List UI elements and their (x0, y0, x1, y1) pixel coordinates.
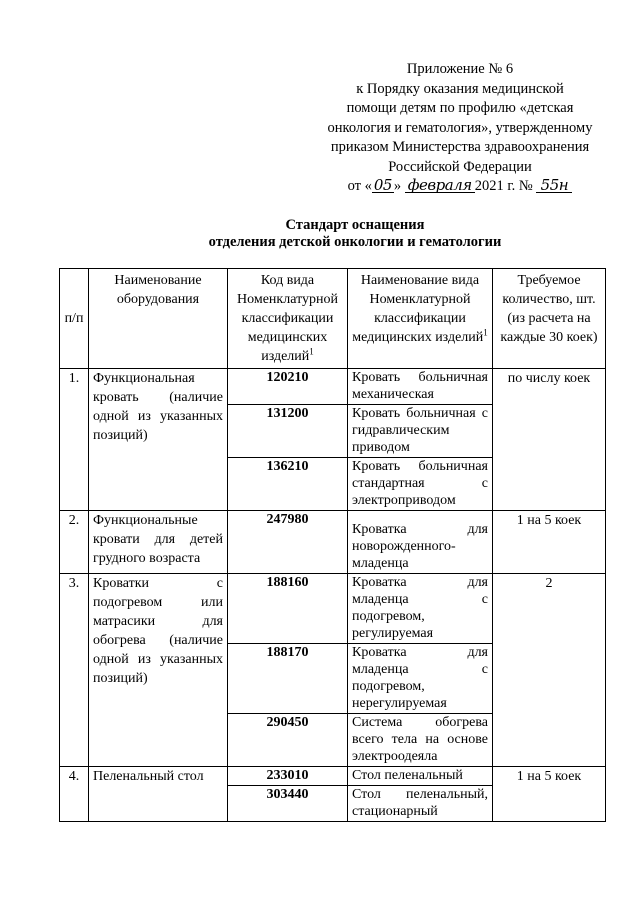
row-number: 1. (60, 369, 89, 511)
quantity-cell: 1 на 5 коек (493, 511, 606, 574)
equipment-table (59, 268, 606, 822)
row-number: 3. (60, 574, 89, 767)
equipment-name: Функциональная кровать (наличие одной из указанных позиций) (89, 369, 228, 511)
date-day: 05 (373, 176, 392, 194)
date-month: февраля (405, 178, 475, 193)
code-cell: 188160 (228, 574, 348, 644)
header-nomenclature-footnote: 1 (483, 327, 488, 338)
nomenclature-cell: Кровать больничная механическая (348, 369, 493, 405)
header-nomenclature-text: Наименование вида Номенклатурной классификации медицинских изделий (352, 273, 484, 345)
header-code-footnote: 1 (309, 346, 314, 357)
table-row (60, 369, 606, 405)
appendix-line: помощи детям по профилю «детская (346, 100, 574, 116)
appendix-line: к Порядку оказания медицинской (356, 80, 564, 97)
nomenclature-cell: Кроватка для младенца с подогревом, нерегулируемая (348, 644, 493, 714)
equipment-name: Пеленальный стол (89, 767, 228, 822)
quantity-cell: по числу коек (493, 369, 606, 511)
header-equipment: Наименование оборудования (89, 269, 228, 369)
title-line-2: отделения детской онкологии и гематологии (208, 234, 502, 250)
nomenclature-cell: Стол пеленальный (348, 767, 493, 786)
header-num: п/п (60, 269, 89, 369)
order-date-line (300, 177, 620, 197)
nomenclature-cell: Кровать больничная с гидравлическим приводом (348, 405, 493, 458)
header-nomenclature (348, 269, 493, 369)
header-quantity: Требуемое количество, шт. (из расчета на каждые 30 коек) (493, 269, 606, 369)
code-cell: 131200 (228, 405, 348, 458)
title-line-1: Стандарт оснащения (285, 217, 425, 233)
quantity-cell: 1 на 5 коек (493, 767, 606, 822)
table-row (60, 574, 606, 644)
code-cell: 120210 (228, 369, 348, 405)
row-number: 2. (60, 511, 89, 574)
nomenclature-cell: Кроватка для младенца с подогревом, регулируемая (348, 574, 493, 644)
header-code-text: Код вида Номенклатурной классификации медицинских изделий (237, 273, 338, 364)
code-cell: 303440 (228, 786, 348, 822)
code-cell: 188170 (228, 644, 348, 714)
order-number: 55н (536, 178, 572, 193)
row-number: 4. (60, 767, 89, 822)
appendix-line: Российской Федерации (388, 158, 532, 175)
appendix-line: Приложение № 6 (406, 61, 514, 77)
appendix-line: онкология и гематология», утвержденному (327, 119, 593, 136)
code-cell: 290450 (228, 714, 348, 767)
code-cell: 247980 (228, 511, 348, 574)
table-header-row (60, 269, 606, 369)
date-prefix: от « (347, 178, 372, 194)
nomenclature-cell: Система обогрева всего тела на основе электроодеяла (348, 714, 493, 767)
nomenclature-cell: Кроватка для новорожденного-младенца (348, 511, 493, 574)
code-cell: 233010 (228, 767, 348, 786)
appendix-line: приказом Министерства здравоохранения (330, 139, 590, 155)
nomenclature-cell: Кровать больничная стандартная с электроприводом (348, 458, 493, 511)
header-code (228, 269, 348, 369)
equipment-name: Кроватки с подогревом или матрасики для обогрева (наличие одной из указанных позиций) (89, 574, 228, 767)
appendix-header (300, 60, 620, 197)
quantity-cell: 2 (493, 574, 606, 767)
equipment-name: Функциональные кровати для детей грудного возраста (89, 511, 228, 574)
code-cell: 136210 (228, 458, 348, 511)
table-row (60, 767, 606, 786)
date-mid: » (393, 178, 402, 194)
table-row (60, 511, 606, 574)
nomenclature-cell: Стол пеленальный, стационарный (348, 786, 493, 822)
document-title (60, 217, 640, 251)
date-year: 2021 г. № (474, 178, 533, 194)
